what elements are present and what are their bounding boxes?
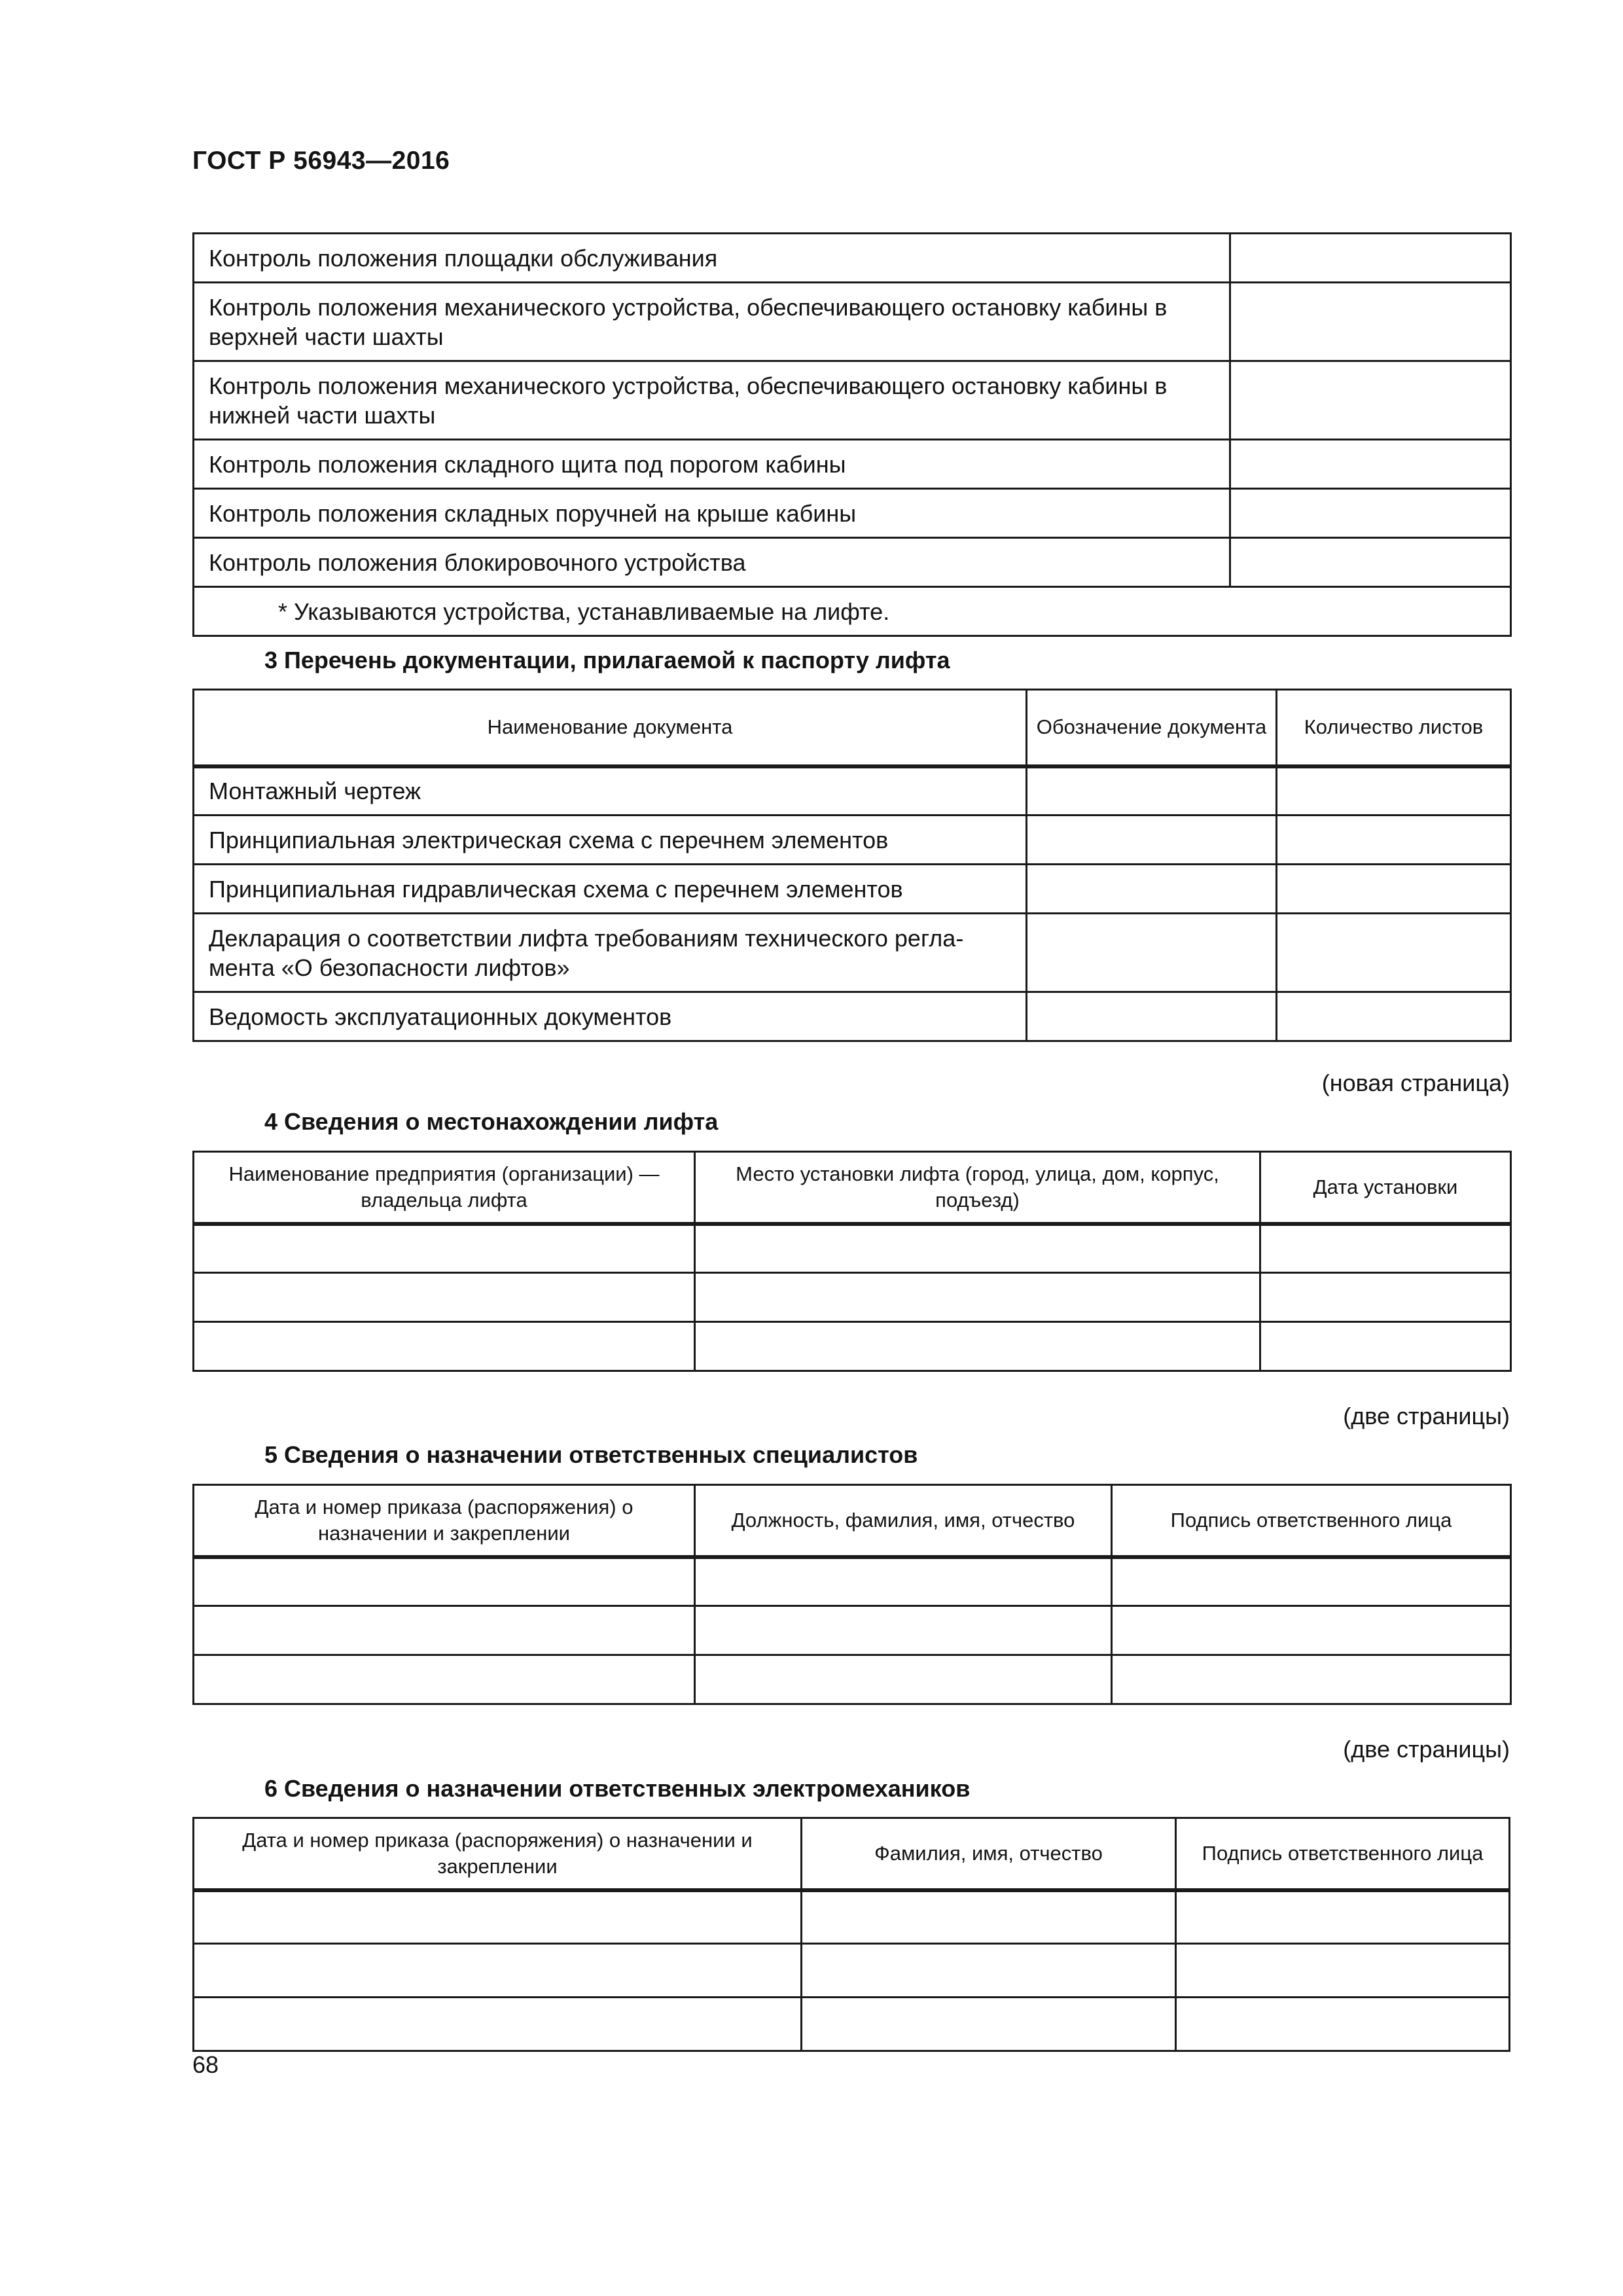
table-row [194,1224,1511,1273]
table-header-row [194,1818,1510,1890]
location-table [192,1151,1512,1372]
column-header: Должность, фамилия, имя, отчество [695,1485,1112,1557]
devices-footnote: * Указываются устройства, устанавливаемые на лифте. [194,587,1511,636]
devices-cell: Контроль положения складного щита под порогом кабины [194,440,1230,489]
empty-cell[interactable] [695,1655,1112,1704]
empty-cell[interactable] [1230,489,1511,538]
specialists-table [192,1484,1512,1705]
empty-cell[interactable] [1112,1557,1511,1606]
empty-cell[interactable] [695,1606,1112,1655]
table-row [194,283,1511,361]
empty-cell[interactable] [194,1224,695,1273]
empty-cell[interactable] [802,1890,1176,1944]
column-header: Дата и номер приказа (распоряжения) о назначении и закреплении [194,1485,695,1557]
empty-cell[interactable] [1112,1655,1511,1704]
empty-cell[interactable] [1277,816,1511,865]
table-row [194,1606,1511,1655]
table-row [194,992,1511,1041]
empty-cell[interactable] [194,1273,695,1322]
column-header: Количество листов [1277,690,1511,766]
empty-cell[interactable] [1277,865,1511,914]
empty-cell[interactable] [194,1890,802,1944]
document-name-cell: Ведомость эксплуатационных документов [194,992,1027,1041]
empty-cell[interactable] [1277,914,1511,992]
empty-cell[interactable] [1230,538,1511,587]
table-row [194,361,1511,440]
empty-cell[interactable] [194,1557,695,1606]
empty-cell[interactable] [695,1224,1260,1273]
table-header-row [194,1152,1511,1224]
devices-cell: Контроль положения механического устройства, обеспечивающего остановку кабины в нижней части шахты [194,361,1230,440]
column-header: Подпись ответственного лица [1176,1818,1510,1890]
devices-table [192,232,1512,637]
column-header: Место установки лифта (город, улица, дом, корпус, подъезд) [695,1152,1260,1224]
empty-cell[interactable] [1230,283,1511,361]
column-header: Обозначение документа [1027,690,1277,766]
empty-cell[interactable] [194,1606,695,1655]
empty-cell[interactable] [1027,992,1277,1041]
empty-cell[interactable] [1176,1890,1510,1944]
table-row [194,1890,1510,1944]
empty-cell[interactable] [1027,816,1277,865]
table-row [194,1944,1510,1998]
empty-cell[interactable] [1277,992,1511,1041]
devices-cell: Контроль положения площадки обслуживания [194,234,1230,283]
table-row [194,865,1511,914]
column-header: Подпись ответственного лица [1112,1485,1511,1557]
empty-cell[interactable] [1230,361,1511,440]
column-header: Наименование предприятия (организации) — владельца лифта [194,1152,695,1224]
table-row [194,234,1511,283]
document-name-cell: Монтажный чертеж [194,766,1027,816]
empty-cell[interactable] [1176,1944,1510,1998]
empty-cell[interactable] [194,1998,802,2051]
section-4-title: 4 Сведения о местонахождении лифта [264,1108,719,1135]
table-row [194,489,1511,538]
empty-cell[interactable] [802,1998,1176,2051]
empty-cell[interactable] [1260,1224,1511,1273]
column-header: Фамилия, имя, отчество [802,1818,1176,1890]
table-row [194,440,1511,489]
section-5-title: 5 Сведения о назначении ответственных специалистов [264,1441,918,1468]
table-row [194,1557,1511,1606]
table-row [194,538,1511,587]
empty-cell[interactable] [802,1944,1176,1998]
devices-cell: Контроль положения механического устройства, обеспечивающего остановку кабины в верхней части шахты [194,283,1230,361]
table-header-row [194,690,1511,766]
empty-cell[interactable] [1277,766,1511,816]
empty-cell[interactable] [1027,766,1277,816]
table-row [194,816,1511,865]
page-number: 68 [192,2051,219,2078]
document-name-cell: Принципиальная гидравлическая схема с перечнем элементов [194,865,1027,914]
empty-cell[interactable] [1027,914,1277,992]
table-row [194,1998,1510,2051]
empty-cell[interactable] [1260,1322,1511,1371]
table-row [194,766,1511,816]
empty-cell[interactable] [1230,440,1511,489]
electromechanics-table [192,1817,1510,2052]
empty-cell[interactable] [1260,1273,1511,1322]
empty-cell[interactable] [695,1273,1260,1322]
page-note: (новая страница) [1321,1069,1510,1096]
empty-cell[interactable] [1027,865,1277,914]
empty-cell[interactable] [194,1322,695,1371]
empty-cell[interactable] [1112,1606,1511,1655]
table-row [194,914,1511,992]
document-header: ГОСТ Р 56943—2016 [192,147,450,175]
table-row [194,1655,1511,1704]
table-row [194,1322,1511,1371]
table-row [194,1273,1511,1322]
table-header-row [194,1485,1511,1557]
column-header: Наименование документа [194,690,1027,766]
column-header: Дата установки [1260,1152,1511,1224]
empty-cell[interactable] [1230,234,1511,283]
page-note: (две страницы) [1343,1403,1510,1429]
document-name-cell: Принципиальная электрическая схема с перечнем элементов [194,816,1027,865]
empty-cell[interactable] [1176,1998,1510,2051]
page-note: (две страницы) [1343,1736,1510,1763]
documentation-table [192,689,1512,1042]
column-header: Дата и номер приказа (распоряжения) о назначении и закреплении [194,1818,802,1890]
empty-cell[interactable] [194,1944,802,1998]
empty-cell[interactable] [695,1322,1260,1371]
devices-cell: Контроль положения складных поручней на крыше кабины [194,489,1230,538]
empty-cell[interactable] [194,1655,695,1704]
empty-cell[interactable] [695,1557,1112,1606]
section-3-title: 3 Перечень документации, прилагаемой к паспорту лифта [264,647,950,673]
table-row [194,587,1511,636]
section-6-title: 6 Сведения о назначении ответственных электромехаников [264,1775,971,1802]
document-name-cell: Декларация о соответствии лифта требованиям технического регла-мента «О безопасности лифтов» [194,914,1027,992]
devices-cell: Контроль положения блокировочного устройства [194,538,1230,587]
